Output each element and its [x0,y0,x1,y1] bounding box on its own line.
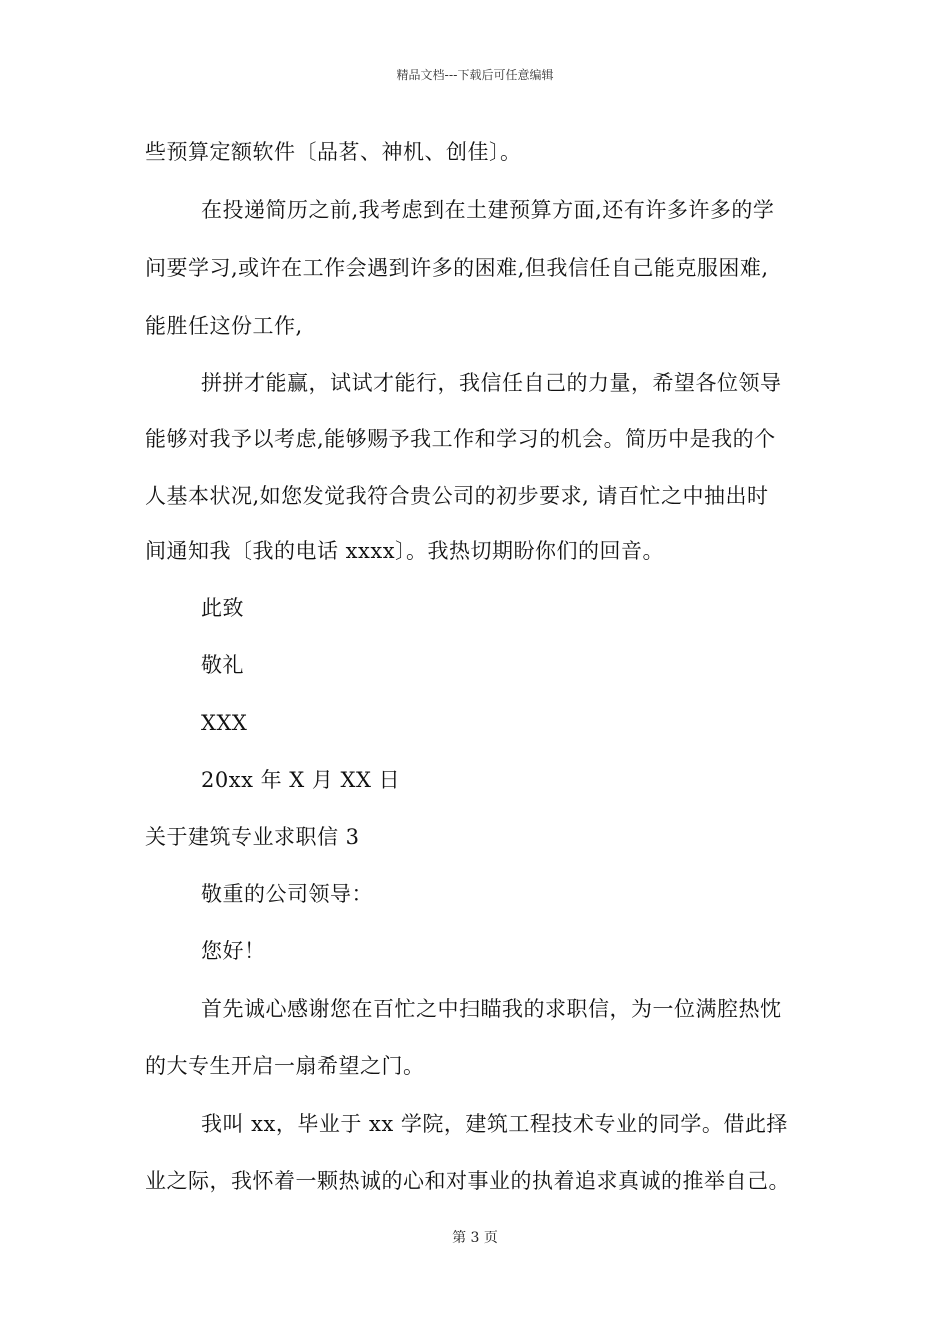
body-line: 在投递简历之前,我考虑到在土建预算方面,还有许多许多的学 [201,198,775,222]
body-line: 人基本状况,如您发觉我符合贵公司的初步要求, 请百忙之中抽出时 [145,484,769,508]
signature-name: XXX [201,711,248,735]
closing-line: 此致 [201,596,244,620]
body-line: 问要学习,或许在工作会遇到许多的困难,但我信任自己能克服困难, [145,256,769,280]
body-line: 间通知我〔我的电话 xxxx〕。我热切期盼你们的回音。 [145,539,665,563]
body-line: 首先诚心感谢您在百忙之中扫瞄我的求职信，为一位满腔热忱 [201,997,782,1021]
body-line: 业之际，我怀着一颗热诚的心和对事业的执着追求真诚的推举自己。 [145,1169,790,1193]
body-line: 拼拼才能赢，试试才能行，我信任自己的力量，希望各位领导 [201,371,782,395]
greeting: 您好！ [201,939,266,963]
salutation: 敬重的公司领导： [201,882,373,906]
page-number: 第 3 页 [452,1230,498,1246]
closing-line: 敬礼 [201,653,244,677]
section-title: 关于建筑专业求职信 3 [145,825,360,849]
page-header: 精品文档---下载后可任意编辑 [396,68,554,82]
body-line: 些预算定额软件〔品茗、神机、创佳〕。 [145,140,522,164]
body-line: 的大专生开启一扇希望之门。 [145,1054,425,1078]
signature-date: 20xx 年 X 月 XX 日 [201,768,401,792]
body-line: 我叫 xx，毕业于 xx 学院，建筑工程技术专业的同学。借此择 [201,1112,788,1136]
body-line: 能够对我予以考虑,能够赐予我工作和学习的机会。简历中是我的个 [145,427,776,451]
body-line: 能胜任这份工作, [145,314,303,338]
